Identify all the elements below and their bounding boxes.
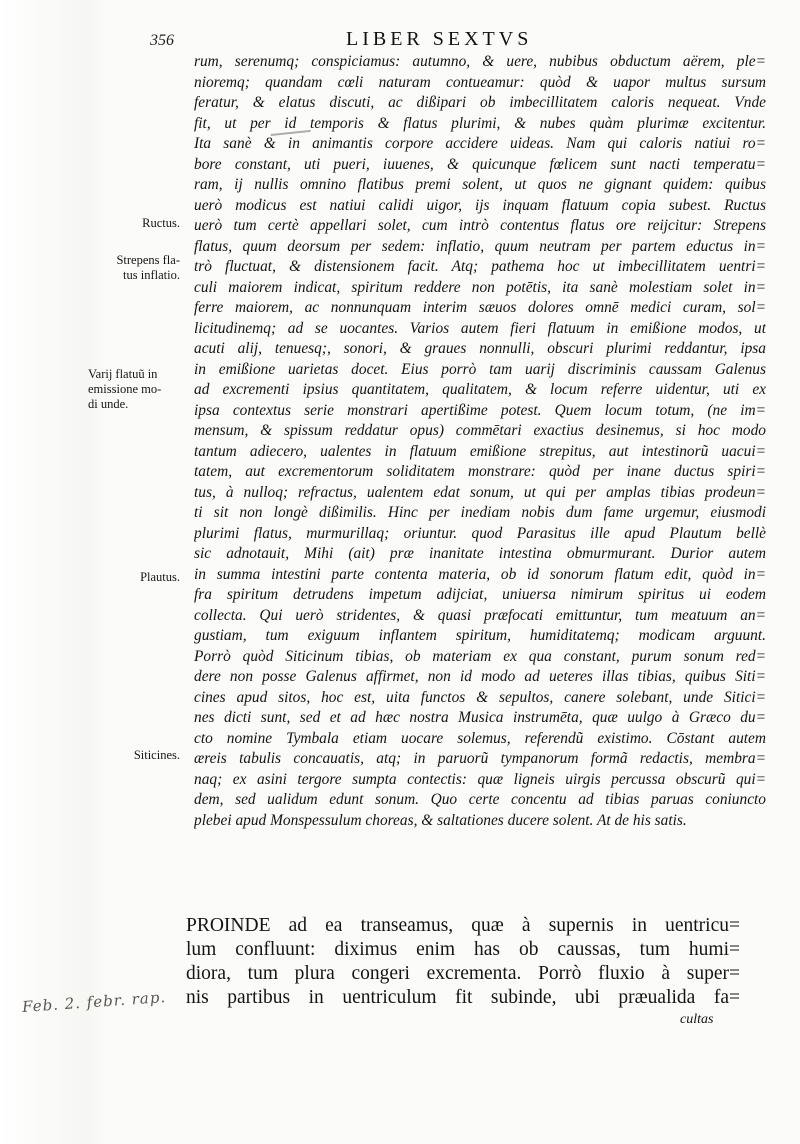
body-text-line: ti sit non longè dißimilis. Hinc per inediam nobis dum fame urgemur, eiusmodi	[194, 504, 766, 521]
body-text-line: flatus, quum deorsum per sedem: inflatio, quum neutram per partem eductus in=	[194, 237, 766, 255]
handwritten-annotation: Feb. 2. febr. rap.	[21, 987, 167, 1017]
margin-note-strepens: Strepens fla- tus inflatio.	[116, 253, 180, 282]
body-text-line: nioremq; quandam cœli naturam contueamur: quòd & uapor multus sursum	[194, 73, 766, 91]
body-text-line: ipsa contextus serie monstrari apertißime potest. Quem locum totum, (ne im=	[194, 401, 766, 419]
body-text-line: in summa intestini parte contenta materia, ob id sonorum flatum edit, quòd in=	[194, 565, 766, 583]
body-text-line: Ita sanè & in animantis corpore accidere uideas. Nam qui caloris natiui ro=	[194, 135, 766, 152]
body-text-line: in emißione uarietas docet. Eius porrò tam uarij discriminis caussam Galenus	[194, 360, 766, 378]
body-text-line: gustiam, tum exiguum inflantem spiritum, humiditatemq; modicam arguunt.	[194, 627, 766, 644]
body-text-line: acuti alij, tenuesq;, sonori, & graues nonnulli, obscuri plurimi reddantur, ipsa	[194, 340, 766, 357]
body-text-line: dem, sed ualidum edunt sonum. Quo certe concentu ad tibias paruas coniuncto	[194, 791, 766, 808]
body-text-line: tatem, aut excrementorum soliditatem monstrare: quòd per inane ductus spiri=	[194, 463, 766, 480]
roman-text-line: diora, tum plura congeri excrementa. Porrò fluxio à super=	[186, 963, 740, 984]
page-header	[150, 28, 790, 52]
body-text-line: trò fluctuat, & distensionem facit. Atq; pathema hoc ut imbecillitatem uentri=	[194, 258, 766, 275]
body-text-line: sic adnotauit, Mihi (ait) præ inanitate intestina obmurmurant. Durior autem	[194, 545, 766, 562]
body-text-line: ad excrementi ipsius quantitatem, qualitatem, & locum referre uidentur, uti ex	[194, 381, 766, 398]
body-text-line: naq; ex asini tergore sumpta contectis: quæ ligneis uirgis percussa obscurũ qui=	[194, 770, 766, 788]
body-text-line: plurimi flatus, murmurillaq; oriuntur. quod Parasitus ille apud Plautum bellè	[194, 524, 766, 542]
body-text-line: ferre maiorem, ac nonnunquam interim sæuos dolores omnē medici curam, sol=	[194, 299, 766, 316]
body-text-line: collecta. Qui uerò stridentes, & quasi præfocati emittuntur, tum meatuum an=	[194, 606, 766, 624]
body-text-line: uerò modicus est natiui calidi uigor, ijs inquam flatuum copia subest. Ructus	[194, 196, 766, 214]
body-text-line: bore constant, uti pueri, iuuenes, & quicunque fœlicem sunt nacti temperatu=	[194, 155, 766, 173]
roman-text-line: PROINDE ad ea transeamus, quæ à supernis in uentricu=	[186, 915, 740, 936]
page-margin-shadow	[0, 0, 108, 1144]
body-text-line: culi maiorem indicat, spiritum reddere non potētis, ita sanè molestiam solet in=	[194, 278, 766, 296]
body-text-line: uerò tum certè appellari solet, cum intrò contentus flatus ore reijcitur: Strepens	[194, 217, 766, 234]
running-head: LIBER SEXTVS	[346, 28, 533, 50]
body-text-line: plebei apud Monspessulum choreas, & saltationes ducere solent. At de his satis.	[194, 811, 687, 829]
page-number: 356	[150, 32, 174, 49]
body-text-line: tantum adiecero, ualentes in flatuum emißione strepitus, aut intestinorũ uacui=	[194, 442, 766, 460]
body-text-line: cto nomine Tymbala etiam uocare solemus, referendũ existimo. Cōstant autem	[194, 729, 766, 747]
margin-note-ructus: Ructus.	[142, 216, 180, 230]
body-text-line: ram, ij nullis omnino flatibus premi solent, ut quos ne gignant quidem: quibus	[194, 176, 766, 193]
body-text-line: æreis tabulis concauatis, atq; in paruorũ tympanorum formã redactis, membra=	[194, 750, 766, 767]
body-text-line: cines apud sitos, hoc est, uita functos & sepultos, canere solebant, unde Sitici=	[194, 688, 766, 706]
body-text-line: licitudinemq; ad se uocantes. Varios autem fieri flatuum in emißione modos, ut	[194, 319, 766, 337]
margin-note-plautus: Plautus.	[140, 570, 180, 584]
roman-text-line: nis partibus in uentriculum fit subinde, ubi præualida fa=	[186, 987, 740, 1008]
body-text-line: fit, ut per id temporis & flatus plurimi, & nubes quàm plurimæ excitentur.	[194, 114, 766, 132]
body-text-line: dere non posse Galenus affirmet, non id modo ad ueteres illas tibias, quibus Siti=	[194, 668, 766, 685]
italic-body-text	[194, 52, 766, 831]
body-text-line: fra spiritum detrudens impetum adijciat, uniuersa nimirum spiritus ui eodem	[194, 586, 766, 603]
body-text-line: nes dicti sunt, sed et ad hæc nostra Musica instrumēta, quæ uulgo à Græco du=	[194, 709, 766, 726]
body-text-line: rum, serenumq; conspiciamus: autumno, & uere, nubibus obductum aërem, ple=	[194, 53, 766, 70]
roman-text-line: lum confluunt: diximus enim has ob caussas, tum humi=	[186, 939, 740, 960]
catchword: cultas	[680, 1012, 714, 1027]
margin-note-varij: Varij flatuũ in emissione mo- di unde.	[88, 367, 162, 411]
roman-paragraph	[186, 914, 740, 1010]
margin-note-siticines: Siticines.	[133, 748, 180, 762]
body-text-line: mensum, & spissum reddatur opus) commētari exactius desinemus, si hoc modo	[194, 422, 766, 439]
body-text-line: feratur, & elatus discuti, ac dißipari ob imbecillitatem caloris nequeat. Vnde	[194, 94, 766, 111]
body-text-line: tus, à nulloq; refractus, ualentem edat sonum, ut qui per amplas tibias prodeun=	[194, 483, 766, 501]
body-text-line: Porrò quòd Siticinum tibias, ob materiam ex qua constant, purum sonum red=	[194, 647, 766, 665]
